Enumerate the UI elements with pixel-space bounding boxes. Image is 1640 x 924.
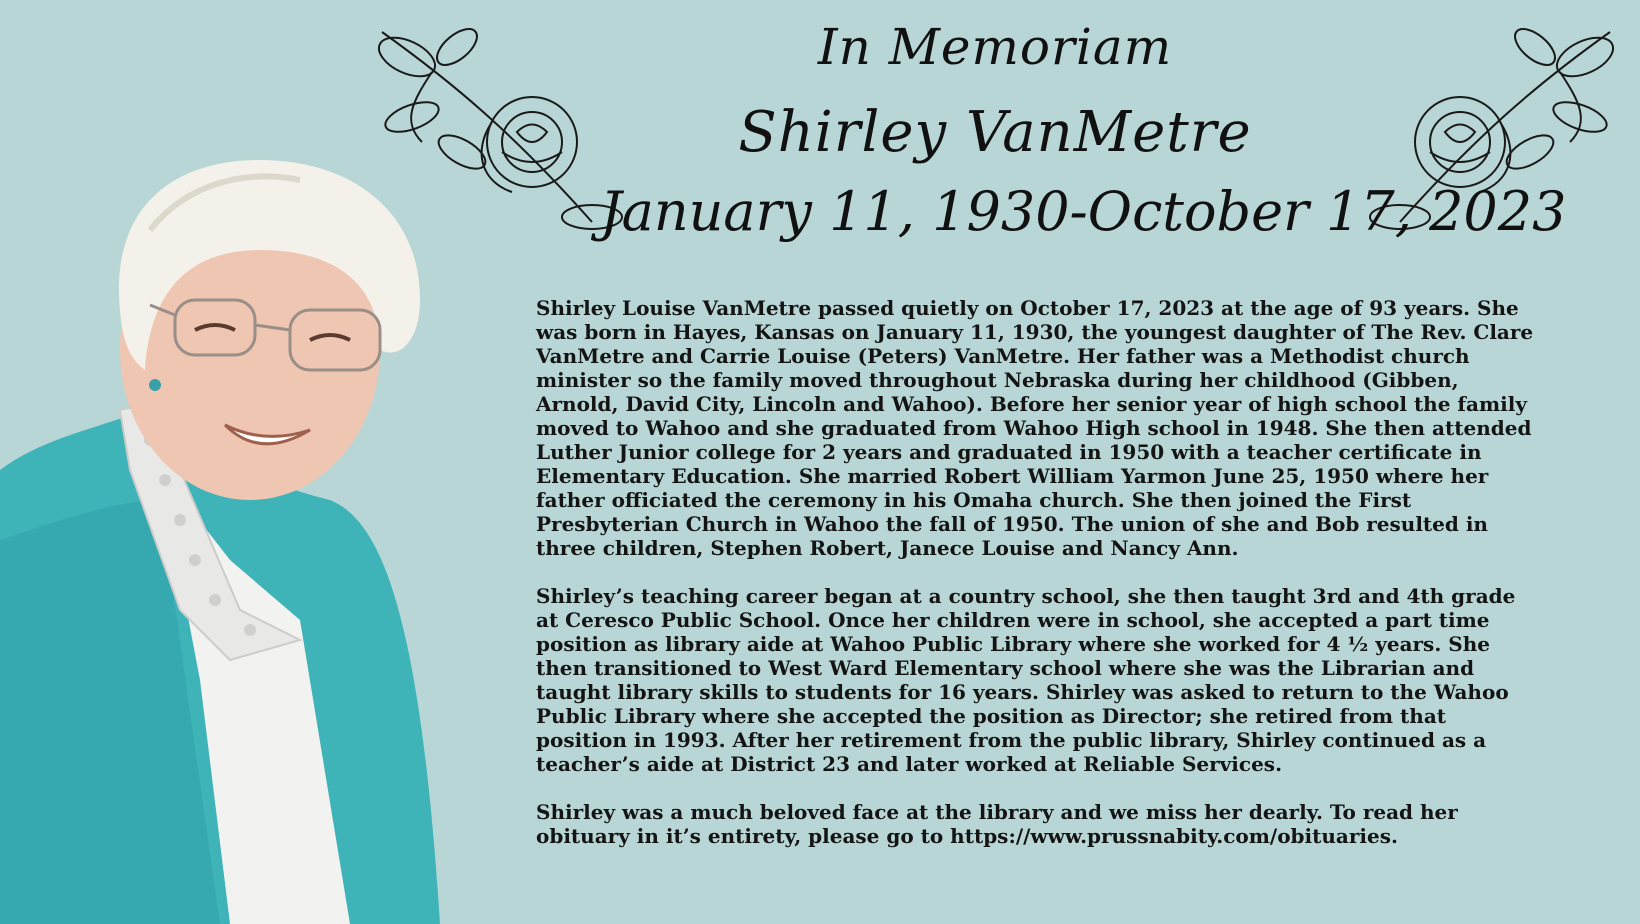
memoriam-heading: In Memoriam: [817, 18, 1173, 76]
person-name: Shirley VanMetre: [738, 100, 1252, 165]
bio-paragraph: Shirley’s teaching career began at a country school, she then taught 3rd and 4th grade at Ceresco Public School. Once her children were in school, she accepted a part time position as library aide at Wahoo Public Library where she worked for 4 ½ years. She then transitioned to West Ward Elementary school where she was the Librarian and taught library skills to students for 16 years. Shirley was asked to return to the Wahoo Public Library where she accepted the position as Director; she retired from that position in 1993. After her retirement from the public library, Shirley continued as a teacher’s aide at District 23 and later worked at Reliable Services.: [536, 584, 1516, 776]
bio-paragraph: Shirley was a much beloved face at the library and we miss her dearly. To read her obituary in it’s entirety, please go to https://www.prussnabity.com/obituaries.: [536, 800, 1458, 848]
bio-paragraph: Shirley Louise VanMetre passed quietly on October 17, 2023 at the age of 93 years. She was born in Hayes, Kansas on January 11, 1930, the youngest daughter of The Rev. Clare VanMetre and Carrie Louise (Peters) VanMetre. Her father was a Methodist church minister so the family moved throughout Nebraska during her childhood (Gibben, Arnold, David City, Lincoln and Wahoo). Before her senior year of high school the family moved to Wahoo and she graduated from Wahoo High school in 1948. She then attended Luther Junior college for 2 years and graduated in 1950 with a teacher certificate in Elementary Education. She married Robert William Yarmon June 25, 1950 where her father officiated the ceremony in his Omaha church. She then joined the First Presbyterian Church in Wahoo the fall of 1950. The union of she and Bob resulted in three children, Stephen Robert, Janece Louise and Nancy Ann.: [536, 296, 1534, 560]
biography: [536, 296, 1536, 872]
portrait-photo: [0, 140, 470, 924]
life-dates: January 11, 1930-October 17, 2023: [600, 180, 1567, 243]
